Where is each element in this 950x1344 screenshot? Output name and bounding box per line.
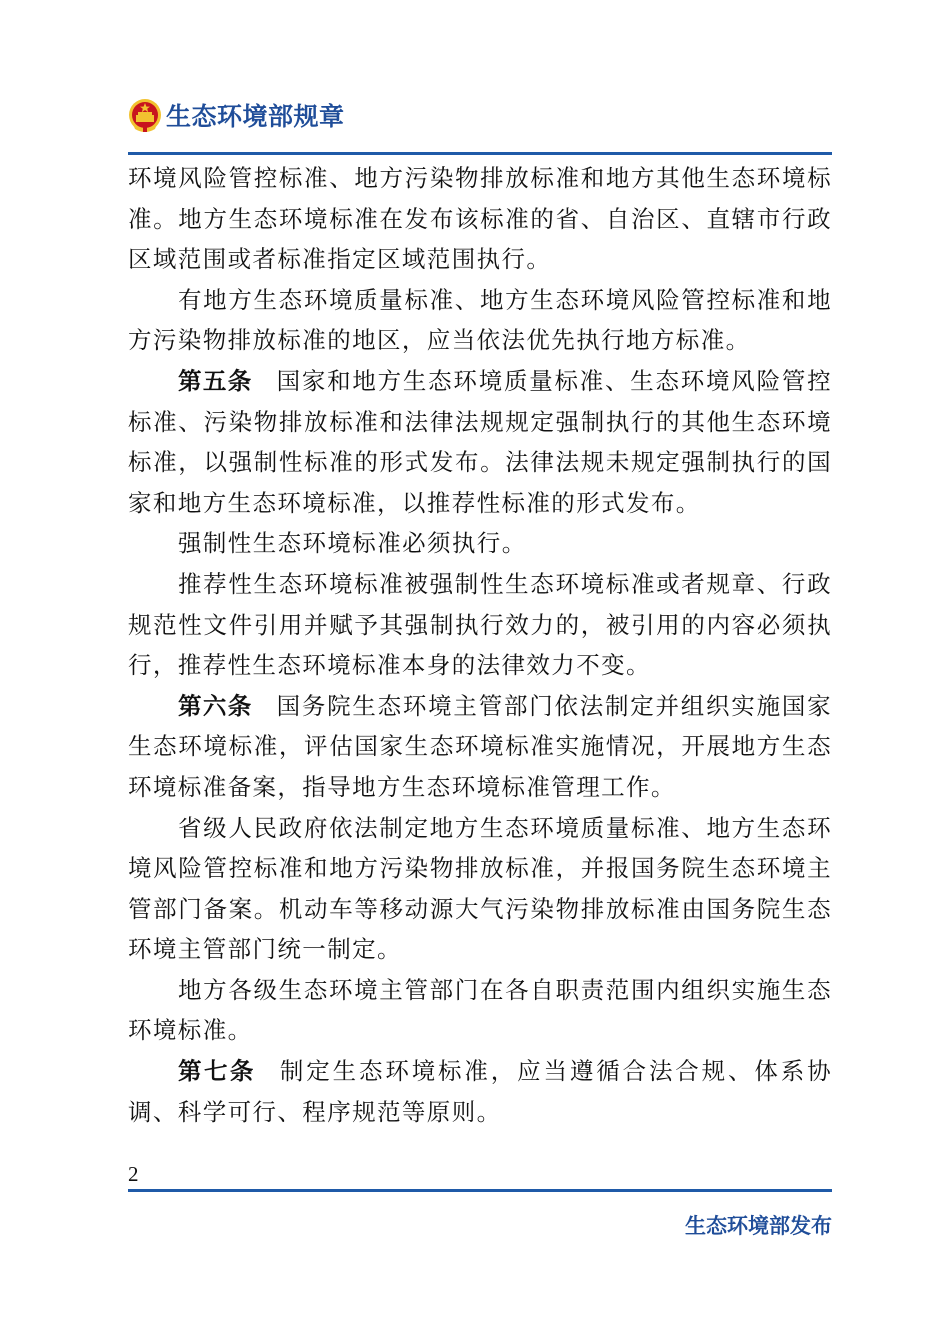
header-title: 生态环境部规章: [166, 102, 345, 131]
paragraph: 强制性生态环境标准必须执行。: [178, 529, 527, 558]
article-7: [128, 1051, 832, 1132]
article-label: 第七条: [178, 1057, 256, 1086]
page-number: 2: [128, 1162, 139, 1186]
article-label: 第五条: [178, 366, 253, 395]
article-text: 国家和地方生态环境质量标准、生态环境风险管控标准、污染物排放标准和法律法规规定强制执行的其他生态环境标准，以强制性标准的形式发布。法律法规未规定强制执行的国家和地方生态环境标准，以推荐性标准的形式发布。: [128, 366, 832, 517]
article-6: [128, 686, 832, 808]
footer-divider: [128, 1189, 832, 1192]
paragraph: 环境风险管控标准、地方污染物排放标准和地方其他生态环境标准。地方生态环境标准在发布该标准的省、自治区、直辖市行政区域范围或者标准指定区域范围执行。: [128, 164, 832, 274]
header-divider: [128, 152, 832, 155]
footer-brand: 生态环境部发布: [685, 1214, 832, 1238]
document-body: [128, 158, 832, 1132]
paragraph: 有地方生态环境质量标准、地方生态环境风险管控标准和地方污染物排放标准的地区，应当依法优先执行地方标准。: [128, 285, 832, 355]
article-text: 制定生态环境标准，应当遵循合法合规、体系协调、科学可行、程序规范等原则。: [128, 1057, 833, 1126]
article-5: [128, 361, 832, 523]
paragraph: 省级人民政府依法制定地方生态环境质量标准、地方生态环境风险管控标准和地方污染物排放标准，并报国务院生态环境主管部门备案。机动车等移动源大气污染物排放标准由国务院生态环境主管部门统一制定。: [128, 813, 832, 964]
national-emblem-icon: [128, 98, 162, 134]
article-label: 第六条: [178, 691, 253, 720]
paragraph: 地方各级生态环境主管部门在各自职责范围内组织实施生态环境标准。: [128, 975, 832, 1045]
page-header: [128, 98, 832, 148]
article-text: 国务院生态环境主管部门依法制定并组织实施国家生态环境标准，评估国家生态环境标准实施情况，开展地方生态环境标准备案，指导地方生态环境标准管理工作。: [128, 691, 832, 801]
paragraph: 推荐性生态环境标准被强制性生态环境标准或者规章、行政规范性文件引用并赋予其强制执行效力的，被引用的内容必须执行，推荐性生态环境标准本身的法律效力不变。: [128, 569, 832, 680]
